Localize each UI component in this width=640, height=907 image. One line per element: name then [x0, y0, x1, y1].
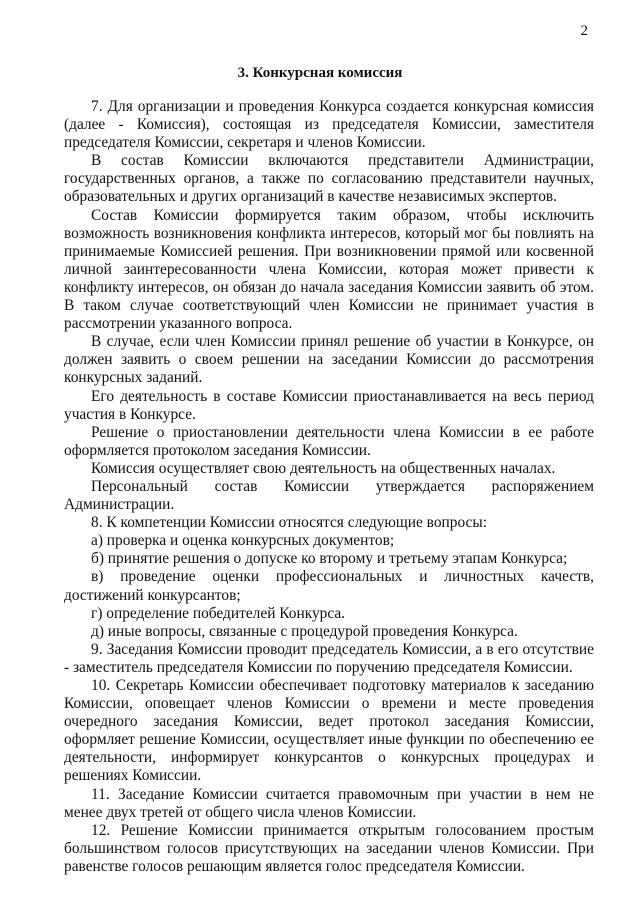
paragraph-suspension: Его деятельность в составе Комиссии приостанавливается на весь период участия в Конкурсе.: [64, 387, 594, 423]
list-item-v: в) проведение оценки профессиональных и личностных качеств, достижений конкурсантов;: [64, 568, 594, 604]
page-number: 2: [580, 23, 588, 39]
paragraph-approval: Персональный состав Комиссии утверждается распоряжением Администрации.: [64, 477, 594, 514]
list-item-b: б) принятие решения о допуске ко второму и третьему этапам Конкурса;: [91, 550, 568, 568]
paragraph-8: 8. К компетенции Комиссии относятся следующие вопросы:: [91, 514, 487, 532]
list-item-g: г) определение победителей Конкурса.: [91, 604, 346, 622]
paragraph-conflict-of-interest: Состав Комиссии формируется таким образом, чтобы исключить возможность возникновения конфликта интересов, который мог бы повлиять на принимаемые Комиссией решения. При возникновении прямой или косвенной личной заинтересованности члена Комиссии, которая может привести к конфликту интересов, он обязан до начала заседания Комиссии заявить об этом. В таком случае соответствующий член Комиссии не принимает участия в рассмотрении указанного вопроса.: [64, 206, 594, 333]
paragraph-7: 7. Для организации и проведения Конкурса создается конкурсная комиссия (далее - Комиссия), состоящая из председателя Комиссии, заместителя председателя Комиссии, секретаря и членов Комиссии.: [64, 98, 594, 152]
paragraph-12: 12. Решение Комиссии принимается открытым голосованием простым большинством голосов присутствующих на заседании членов Комиссии. При равенстве голосов решающим является голос председателя Комиссии.: [64, 821, 594, 875]
section-title: 3. Конкурсная комиссия: [237, 65, 403, 81]
paragraph-11: 11. Заседание Комиссии считается правомочным при участии в нем не менее двух третей от общего числа членов Комиссии.: [64, 785, 594, 821]
paragraph-voluntary: Комиссия осуществляет свою деятельность на общественных началах.: [91, 459, 556, 477]
paragraph-participation: В случае, если член Комиссии принял решение об участии в Конкурсе, он должен заявить о своем решении на заседании Комиссии до рассмотрения конкурсных заданий.: [64, 333, 594, 387]
paragraph-suspension-decision: Решение о приостановлении деятельности члена Комиссии в ее работе оформляется протоколом заседания Комиссии.: [64, 423, 594, 459]
paragraph-10: 10. Секретарь Комиссии обеспечивает подготовку материалов к заседанию Комиссии, оповещает членов Комиссии о времени и месте проведения очередного заседания Комиссии, ведет протокол заседания Комиссии, оформляет решение Комиссии, осуществляет иные функции по обеспечению ее деятельности, информирует конкурсантов о конкурсных процедурах и решениях Комиссии.: [64, 677, 594, 785]
paragraph-9: 9. Заседания Комиссии проводит председатель Комиссии, а в его отсутствие - заместитель председателя Комиссии по поручению председателя Комиссии.: [64, 640, 594, 676]
list-item-a: а) проверка и оценка конкурсных документов;: [91, 532, 395, 550]
section-body: [64, 98, 594, 876]
list-item-d: д) иные вопросы, связанные с процедурой проведения Конкурса.: [91, 622, 518, 640]
paragraph-composition: В состав Комиссии включаются представители Администрации, государственных органов, а также по согласованию представители научных, образовательных и других организаций в качестве независимых экспертов.: [64, 152, 594, 206]
